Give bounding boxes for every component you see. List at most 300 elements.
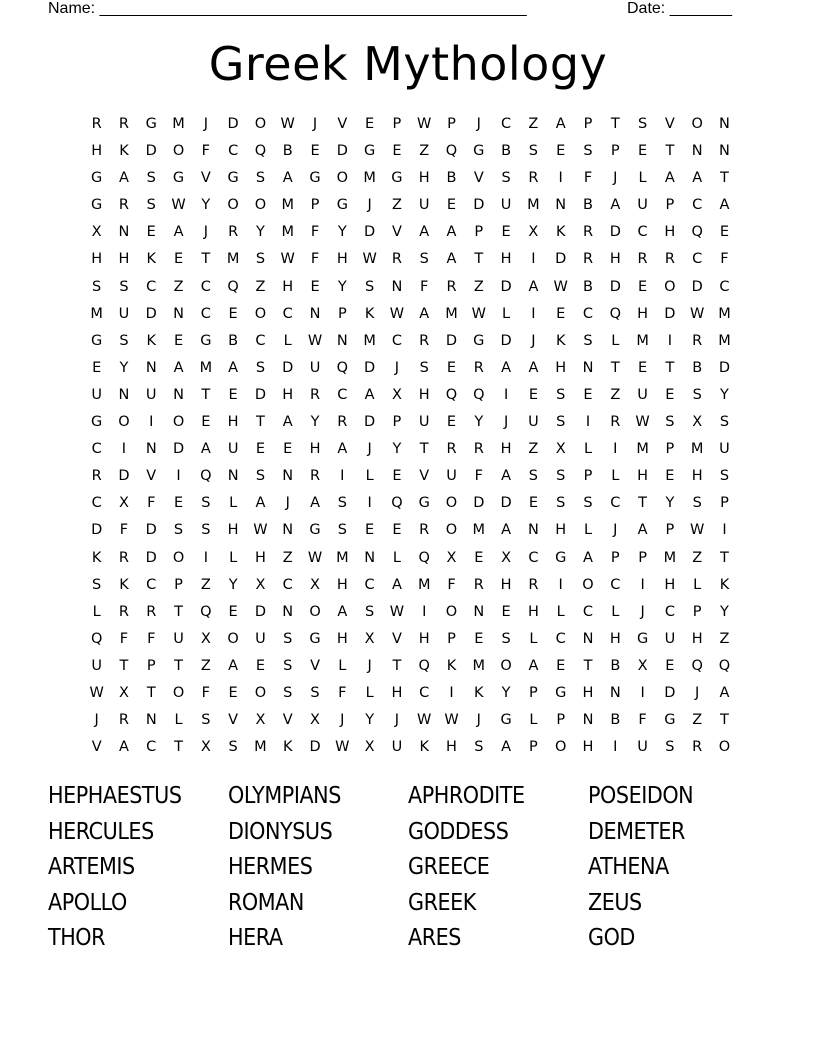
grid-letter[interactable]: B: [583, 278, 593, 295]
grid-letter[interactable]: S: [337, 495, 347, 512]
grid-letter[interactable]: C: [582, 603, 594, 620]
grid-letter[interactable]: O: [254, 197, 267, 214]
grid-letter[interactable]: U: [145, 386, 157, 403]
grid-letter[interactable]: O: [118, 414, 130, 431]
grid-letter[interactable]: E: [556, 143, 566, 160]
grid-letter[interactable]: V: [228, 712, 239, 729]
grid-letter[interactable]: A: [446, 224, 457, 241]
grid-letter[interactable]: I: [176, 468, 181, 485]
grid-letter[interactable]: J: [640, 603, 645, 620]
grid-letter[interactable]: H: [582, 684, 594, 701]
grid-letter[interactable]: K: [282, 739, 293, 756]
grid-letter[interactable]: S: [556, 495, 566, 512]
grid-letter[interactable]: G: [636, 630, 649, 647]
grid-letter[interactable]: A: [200, 441, 211, 458]
grid-letter[interactable]: S: [92, 278, 102, 295]
grid-letter[interactable]: A: [118, 739, 129, 756]
grid-letter[interactable]: S: [173, 522, 184, 539]
grid-letter[interactable]: H: [336, 576, 348, 593]
grid-letter[interactable]: H: [118, 251, 130, 268]
grid-letter[interactable]: V: [337, 116, 348, 132]
grid-letter[interactable]: D: [691, 278, 703, 295]
grid-letter[interactable]: Y: [337, 278, 347, 295]
grid-letter[interactable]: C: [582, 305, 594, 322]
grid-letter[interactable]: W: [389, 603, 405, 620]
grid-letter[interactable]: Q: [254, 143, 267, 160]
grid-letter[interactable]: N: [555, 197, 567, 214]
grid-letter[interactable]: G: [91, 414, 103, 431]
grid-letter[interactable]: D: [364, 359, 376, 376]
grid-letter[interactable]: N: [364, 549, 376, 566]
grid-letter[interactable]: H: [664, 224, 676, 241]
grid-letter[interactable]: I: [613, 739, 618, 756]
grid-letter[interactable]: L: [583, 441, 593, 458]
grid-letter[interactable]: R: [664, 251, 675, 268]
grid-letter[interactable]: N: [527, 522, 539, 539]
grid-letter[interactable]: E: [474, 630, 484, 647]
grid-letter[interactable]: C: [501, 116, 512, 132]
grid-letter[interactable]: A: [364, 386, 375, 403]
grid-letter[interactable]: O: [500, 657, 512, 674]
grid-letter[interactable]: N: [582, 359, 594, 376]
grid-letter[interactable]: M: [636, 441, 649, 458]
grid-letter[interactable]: L: [693, 576, 702, 593]
grid-letter[interactable]: F: [310, 224, 320, 241]
grid-letter[interactable]: A: [610, 197, 621, 214]
grid-letter[interactable]: R: [610, 414, 621, 431]
grid-letter[interactable]: O: [582, 576, 594, 593]
grid-letter[interactable]: C: [91, 495, 102, 512]
grid-letter[interactable]: M: [718, 332, 731, 349]
grid-letter[interactable]: D: [500, 278, 512, 295]
grid-letter[interactable]: I: [340, 468, 345, 485]
grid-letter[interactable]: J: [367, 657, 372, 674]
grid-letter[interactable]: I: [640, 684, 645, 701]
grid-letter[interactable]: C: [610, 576, 621, 593]
grid-letter[interactable]: D: [609, 278, 621, 295]
grid-letter[interactable]: A: [419, 305, 430, 322]
grid-letter[interactable]: H: [691, 468, 703, 485]
grid-letter[interactable]: E: [173, 251, 184, 268]
grid-letter[interactable]: Q: [473, 386, 485, 403]
grid-letter[interactable]: M: [90, 305, 103, 322]
grid-letter[interactable]: U: [255, 630, 266, 647]
grid-letter[interactable]: P: [474, 224, 484, 241]
grid-letter[interactable]: I: [203, 549, 208, 566]
grid-letter[interactable]: H: [637, 468, 649, 485]
grid-letter[interactable]: H: [664, 576, 676, 593]
grid-letter[interactable]: P: [310, 197, 320, 214]
grid-letter[interactable]: X: [310, 576, 320, 593]
grid-letter[interactable]: C: [200, 278, 211, 295]
grid-letter[interactable]: M: [718, 305, 731, 322]
grid-letter[interactable]: A: [555, 116, 566, 132]
grid-letter[interactable]: L: [229, 549, 238, 566]
grid-letter[interactable]: O: [172, 684, 185, 701]
grid-letter[interactable]: R: [473, 441, 484, 458]
grid-letter[interactable]: K: [119, 576, 129, 593]
grid-letter[interactable]: N: [118, 386, 130, 403]
grid-letter[interactable]: E: [638, 278, 648, 295]
grid-letter[interactable]: R: [419, 522, 430, 539]
grid-letter[interactable]: A: [282, 170, 293, 187]
grid-letter[interactable]: N: [145, 712, 157, 729]
grid-letter[interactable]: L: [529, 712, 538, 729]
grid-letter[interactable]: O: [718, 739, 731, 756]
grid-letter[interactable]: P: [665, 522, 675, 539]
grid-letter[interactable]: P: [529, 739, 538, 756]
grid-letter[interactable]: Y: [720, 386, 729, 403]
grid-letter[interactable]: X: [555, 441, 566, 458]
grid-letter[interactable]: W: [335, 739, 350, 756]
grid-letter[interactable]: Z: [719, 630, 730, 647]
grid-letter[interactable]: T: [419, 441, 429, 458]
grid-letter[interactable]: C: [146, 739, 157, 756]
grid-letter[interactable]: F: [147, 630, 156, 647]
grid-letter[interactable]: V: [473, 170, 484, 187]
grid-letter[interactable]: F: [201, 143, 210, 160]
grid-letter[interactable]: S: [255, 251, 266, 268]
grid-letter[interactable]: D: [364, 414, 376, 431]
grid-letter[interactable]: E: [392, 143, 402, 160]
grid-letter[interactable]: E: [92, 359, 102, 376]
grid-letter[interactable]: L: [556, 603, 565, 620]
grid-letter[interactable]: J: [531, 332, 536, 349]
grid-letter[interactable]: A: [501, 359, 512, 376]
grid-letter[interactable]: H: [418, 386, 430, 403]
grid-letter[interactable]: P: [583, 468, 593, 485]
grid-letter[interactable]: E: [173, 332, 184, 349]
grid-letter[interactable]: Y: [501, 684, 511, 701]
grid-letter[interactable]: W: [253, 522, 268, 539]
grid-letter[interactable]: O: [172, 414, 185, 431]
grid-letter[interactable]: Q: [227, 278, 239, 295]
grid-letter[interactable]: M: [527, 197, 540, 214]
name-field[interactable]: Name: ________________________________________________: [48, 0, 527, 17]
grid-letter[interactable]: X: [692, 414, 703, 431]
grid-letter[interactable]: O: [227, 197, 239, 214]
grid-letter[interactable]: A: [337, 441, 348, 458]
grid-letter[interactable]: J: [312, 116, 318, 132]
grid-letter[interactable]: E: [173, 495, 184, 512]
grid-letter[interactable]: S: [692, 386, 702, 403]
grid-letter[interactable]: C: [610, 495, 621, 512]
grid-letter[interactable]: E: [474, 549, 484, 566]
grid-letter[interactable]: L: [365, 684, 374, 701]
grid-letter[interactable]: T: [174, 657, 183, 674]
grid-letter[interactable]: S: [719, 468, 730, 485]
grid-letter[interactable]: H: [282, 278, 294, 295]
grid-letter[interactable]: D: [664, 684, 676, 701]
grid-letter[interactable]: X: [391, 386, 402, 403]
grid-letter[interactable]: G: [664, 712, 676, 729]
grid-letter[interactable]: I: [531, 305, 536, 322]
grid-letter[interactable]: U: [637, 197, 648, 214]
grid-letter[interactable]: C: [282, 305, 293, 322]
grid-letter[interactable]: A: [228, 657, 239, 674]
grid-letter[interactable]: I: [585, 414, 591, 431]
grid-letter[interactable]: A: [528, 657, 539, 674]
grid-letter[interactable]: N: [145, 441, 157, 458]
grid-letter[interactable]: Z: [200, 576, 211, 593]
grid-letter[interactable]: H: [555, 359, 567, 376]
grid-letter[interactable]: D: [718, 359, 731, 376]
grid-letter[interactable]: J: [613, 522, 618, 539]
grid-letter[interactable]: V: [664, 116, 675, 132]
grid-letter[interactable]: K: [446, 657, 457, 674]
grid-letter[interactable]: N: [391, 278, 403, 295]
grid-letter[interactable]: P: [392, 116, 402, 132]
grid-letter[interactable]: R: [118, 712, 129, 729]
grid-letter[interactable]: T: [583, 657, 593, 674]
grid-letter[interactable]: B: [282, 143, 293, 160]
grid-letter[interactable]: I: [613, 441, 618, 458]
grid-letter[interactable]: H: [309, 441, 321, 458]
grid-letter[interactable]: L: [583, 522, 593, 539]
grid-letter[interactable]: S: [365, 278, 375, 295]
grid-letter[interactable]: Z: [419, 143, 430, 160]
grid-letter[interactable]: A: [337, 603, 348, 620]
grid-letter[interactable]: W: [417, 712, 432, 729]
grid-letter[interactable]: Z: [200, 657, 211, 674]
grid-letter[interactable]: J: [394, 712, 400, 729]
grid-letter[interactable]: G: [555, 684, 567, 701]
grid-letter[interactable]: J: [203, 224, 208, 241]
grid-letter[interactable]: A: [391, 576, 402, 593]
grid-letter[interactable]: M: [254, 739, 267, 756]
grid-letter[interactable]: A: [692, 170, 703, 187]
grid-letter[interactable]: C: [637, 224, 648, 241]
grid-letter[interactable]: X: [501, 549, 512, 566]
grid-letter[interactable]: U: [637, 739, 648, 756]
grid-letter[interactable]: A: [501, 468, 512, 485]
grid-letter[interactable]: D: [445, 332, 458, 349]
grid-letter[interactable]: W: [553, 278, 568, 295]
grid-letter[interactable]: S: [556, 414, 566, 431]
grid-letter[interactable]: Z: [473, 278, 484, 295]
grid-letter[interactable]: Q: [445, 386, 458, 403]
grid-letter[interactable]: G: [227, 170, 239, 187]
grid-letter[interactable]: N: [719, 143, 730, 160]
grid-letter[interactable]: U: [173, 630, 184, 647]
grid-letter[interactable]: F: [720, 251, 729, 268]
grid-letter[interactable]: H: [527, 603, 539, 620]
grid-letter[interactable]: H: [691, 630, 703, 647]
grid-letter[interactable]: A: [446, 251, 457, 268]
grid-letter[interactable]: S: [255, 468, 266, 485]
grid-letter[interactable]: Q: [691, 224, 703, 241]
grid-letter[interactable]: D: [664, 305, 676, 322]
grid-letter[interactable]: O: [254, 305, 267, 322]
grid-letter[interactable]: P: [638, 549, 647, 566]
grid-letter[interactable]: R: [582, 251, 594, 268]
grid-letter[interactable]: D: [254, 603, 267, 620]
grid-letter[interactable]: A: [310, 495, 320, 512]
grid-letter[interactable]: I: [558, 576, 563, 593]
grid-letter[interactable]: P: [174, 576, 183, 593]
grid-letter[interactable]: H: [227, 414, 239, 431]
grid-letter[interactable]: E: [392, 468, 402, 485]
grid-letter[interactable]: E: [638, 143, 648, 160]
grid-letter[interactable]: N: [691, 143, 703, 160]
grid-letter[interactable]: L: [365, 468, 374, 485]
grid-letter[interactable]: Q: [391, 495, 403, 512]
grid-letter[interactable]: A: [719, 197, 730, 214]
grid-letter[interactable]: E: [228, 386, 238, 403]
grid-letter[interactable]: X: [200, 739, 211, 756]
grid-letter[interactable]: S: [474, 739, 484, 756]
grid-letter[interactable]: I: [640, 576, 645, 593]
grid-letter[interactable]: N: [473, 603, 485, 620]
grid-letter[interactable]: A: [528, 278, 539, 295]
grid-letter[interactable]: C: [255, 332, 266, 349]
grid-letter[interactable]: J: [94, 712, 99, 729]
grid-letter[interactable]: R: [419, 332, 430, 349]
grid-letter[interactable]: N: [173, 305, 184, 322]
grid-letter[interactable]: E: [283, 441, 293, 458]
grid-letter[interactable]: W: [471, 305, 486, 322]
grid-letter[interactable]: T: [720, 549, 729, 566]
grid-letter[interactable]: K: [555, 332, 566, 349]
grid-letter[interactable]: E: [446, 359, 457, 376]
grid-letter[interactable]: L: [229, 495, 238, 512]
grid-letter[interactable]: R: [528, 170, 539, 187]
grid-letter[interactable]: Q: [336, 359, 349, 376]
grid-letter[interactable]: S: [637, 116, 648, 132]
grid-letter[interactable]: R: [118, 197, 129, 214]
grid-letter[interactable]: G: [91, 197, 103, 214]
grid-letter[interactable]: N: [282, 468, 294, 485]
grid-letter[interactable]: Z: [610, 386, 621, 403]
grid-letter[interactable]: O: [254, 684, 267, 701]
grid-letter[interactable]: R: [309, 386, 321, 403]
grid-letter[interactable]: S: [255, 170, 266, 187]
grid-letter[interactable]: W: [362, 251, 377, 268]
grid-letter[interactable]: P: [392, 414, 402, 431]
grid-letter[interactable]: S: [583, 495, 593, 512]
grid-letter[interactable]: H: [91, 143, 103, 160]
grid-letter[interactable]: G: [309, 170, 321, 187]
grid-letter[interactable]: E: [255, 441, 266, 458]
grid-letter[interactable]: G: [309, 522, 321, 539]
grid-letter[interactable]: C: [337, 386, 348, 403]
grid-letter[interactable]: R: [582, 224, 594, 241]
grid-letter[interactable]: W: [690, 305, 705, 322]
grid-letter[interactable]: W: [307, 549, 323, 566]
grid-letter[interactable]: Y: [337, 224, 347, 241]
grid-letter[interactable]: H: [336, 630, 348, 647]
grid-letter[interactable]: M: [690, 441, 704, 458]
grid-letter[interactable]: I: [121, 441, 127, 458]
grid-letter[interactable]: G: [91, 170, 103, 187]
grid-letter[interactable]: M: [172, 116, 185, 132]
grid-letter[interactable]: V: [91, 739, 102, 756]
grid-letter[interactable]: B: [583, 197, 593, 214]
grid-letter[interactable]: J: [367, 441, 372, 458]
grid-letter[interactable]: Q: [691, 657, 703, 674]
grid-letter[interactable]: N: [336, 332, 348, 349]
grid-letter[interactable]: Y: [119, 359, 129, 376]
grid-letter[interactable]: R: [473, 576, 484, 593]
grid-letter[interactable]: F: [119, 522, 129, 539]
grid-letter[interactable]: F: [338, 684, 347, 701]
grid-letter[interactable]: Z: [692, 712, 703, 729]
grid-letter[interactable]: B: [501, 143, 512, 160]
grid-letter[interactable]: S: [283, 684, 293, 701]
grid-letter[interactable]: S: [119, 332, 129, 349]
grid-letter[interactable]: K: [119, 143, 129, 160]
grid-letter[interactable]: C: [391, 332, 402, 349]
grid-letter[interactable]: Z: [528, 441, 539, 458]
grid-letter[interactable]: J: [203, 116, 208, 132]
grid-letter[interactable]: H: [391, 684, 403, 701]
grid-letter[interactable]: V: [200, 170, 211, 187]
grid-letter[interactable]: W: [389, 305, 405, 322]
grid-letter[interactable]: J: [340, 712, 345, 729]
grid-letter[interactable]: E: [665, 386, 675, 403]
grid-letter[interactable]: Z: [282, 549, 293, 566]
grid-letter[interactable]: B: [610, 712, 621, 729]
grid-letter[interactable]: U: [500, 197, 512, 214]
grid-letter[interactable]: S: [255, 359, 266, 376]
grid-letter[interactable]: G: [200, 332, 212, 349]
grid-letter[interactable]: Y: [228, 576, 238, 593]
grid-letter[interactable]: X: [528, 224, 539, 241]
grid-letter[interactable]: D: [473, 197, 485, 214]
grid-letter[interactable]: T: [638, 495, 648, 512]
grid-letter[interactable]: M: [636, 332, 649, 349]
grid-letter[interactable]: V: [391, 224, 402, 241]
grid-letter[interactable]: X: [364, 739, 375, 756]
grid-letter[interactable]: D: [254, 386, 267, 403]
grid-letter[interactable]: J: [613, 170, 618, 187]
grid-letter[interactable]: F: [420, 278, 429, 295]
grid-letter[interactable]: W: [171, 197, 186, 214]
grid-letter[interactable]: T: [201, 386, 211, 403]
grid-letter[interactable]: G: [500, 712, 512, 729]
grid-letter[interactable]: O: [691, 116, 703, 132]
grid-letter[interactable]: A: [664, 170, 675, 187]
grid-letter[interactable]: P: [337, 305, 347, 322]
grid-letter[interactable]: S: [692, 495, 702, 512]
grid-letter[interactable]: A: [282, 414, 293, 431]
grid-letter[interactable]: G: [363, 143, 376, 160]
grid-letter[interactable]: N: [719, 116, 730, 132]
grid-letter[interactable]: L: [638, 170, 647, 187]
grid-letter[interactable]: S: [283, 657, 293, 674]
grid-letter[interactable]: W: [280, 251, 295, 268]
grid-letter[interactable]: J: [503, 414, 509, 431]
grid-letter[interactable]: Y: [665, 495, 675, 512]
grid-letter[interactable]: K: [146, 332, 156, 349]
grid-letter[interactable]: E: [228, 684, 238, 701]
grid-letter[interactable]: G: [172, 170, 185, 187]
grid-letter[interactable]: S: [146, 197, 156, 214]
grid-letter[interactable]: A: [501, 522, 512, 539]
grid-letter[interactable]: S: [528, 468, 538, 485]
grid-letter[interactable]: C: [692, 197, 703, 214]
grid-letter[interactable]: D: [336, 143, 348, 160]
grid-letter[interactable]: S: [583, 143, 593, 160]
grid-letter[interactable]: N: [145, 359, 157, 376]
grid-letter[interactable]: X: [446, 549, 457, 566]
grid-letter[interactable]: R: [146, 603, 157, 620]
grid-letter[interactable]: H: [500, 441, 512, 458]
grid-letter[interactable]: A: [583, 549, 593, 566]
grid-letter[interactable]: S: [201, 522, 211, 539]
grid-letter[interactable]: E: [146, 224, 156, 241]
grid-letter[interactable]: O: [445, 495, 458, 512]
